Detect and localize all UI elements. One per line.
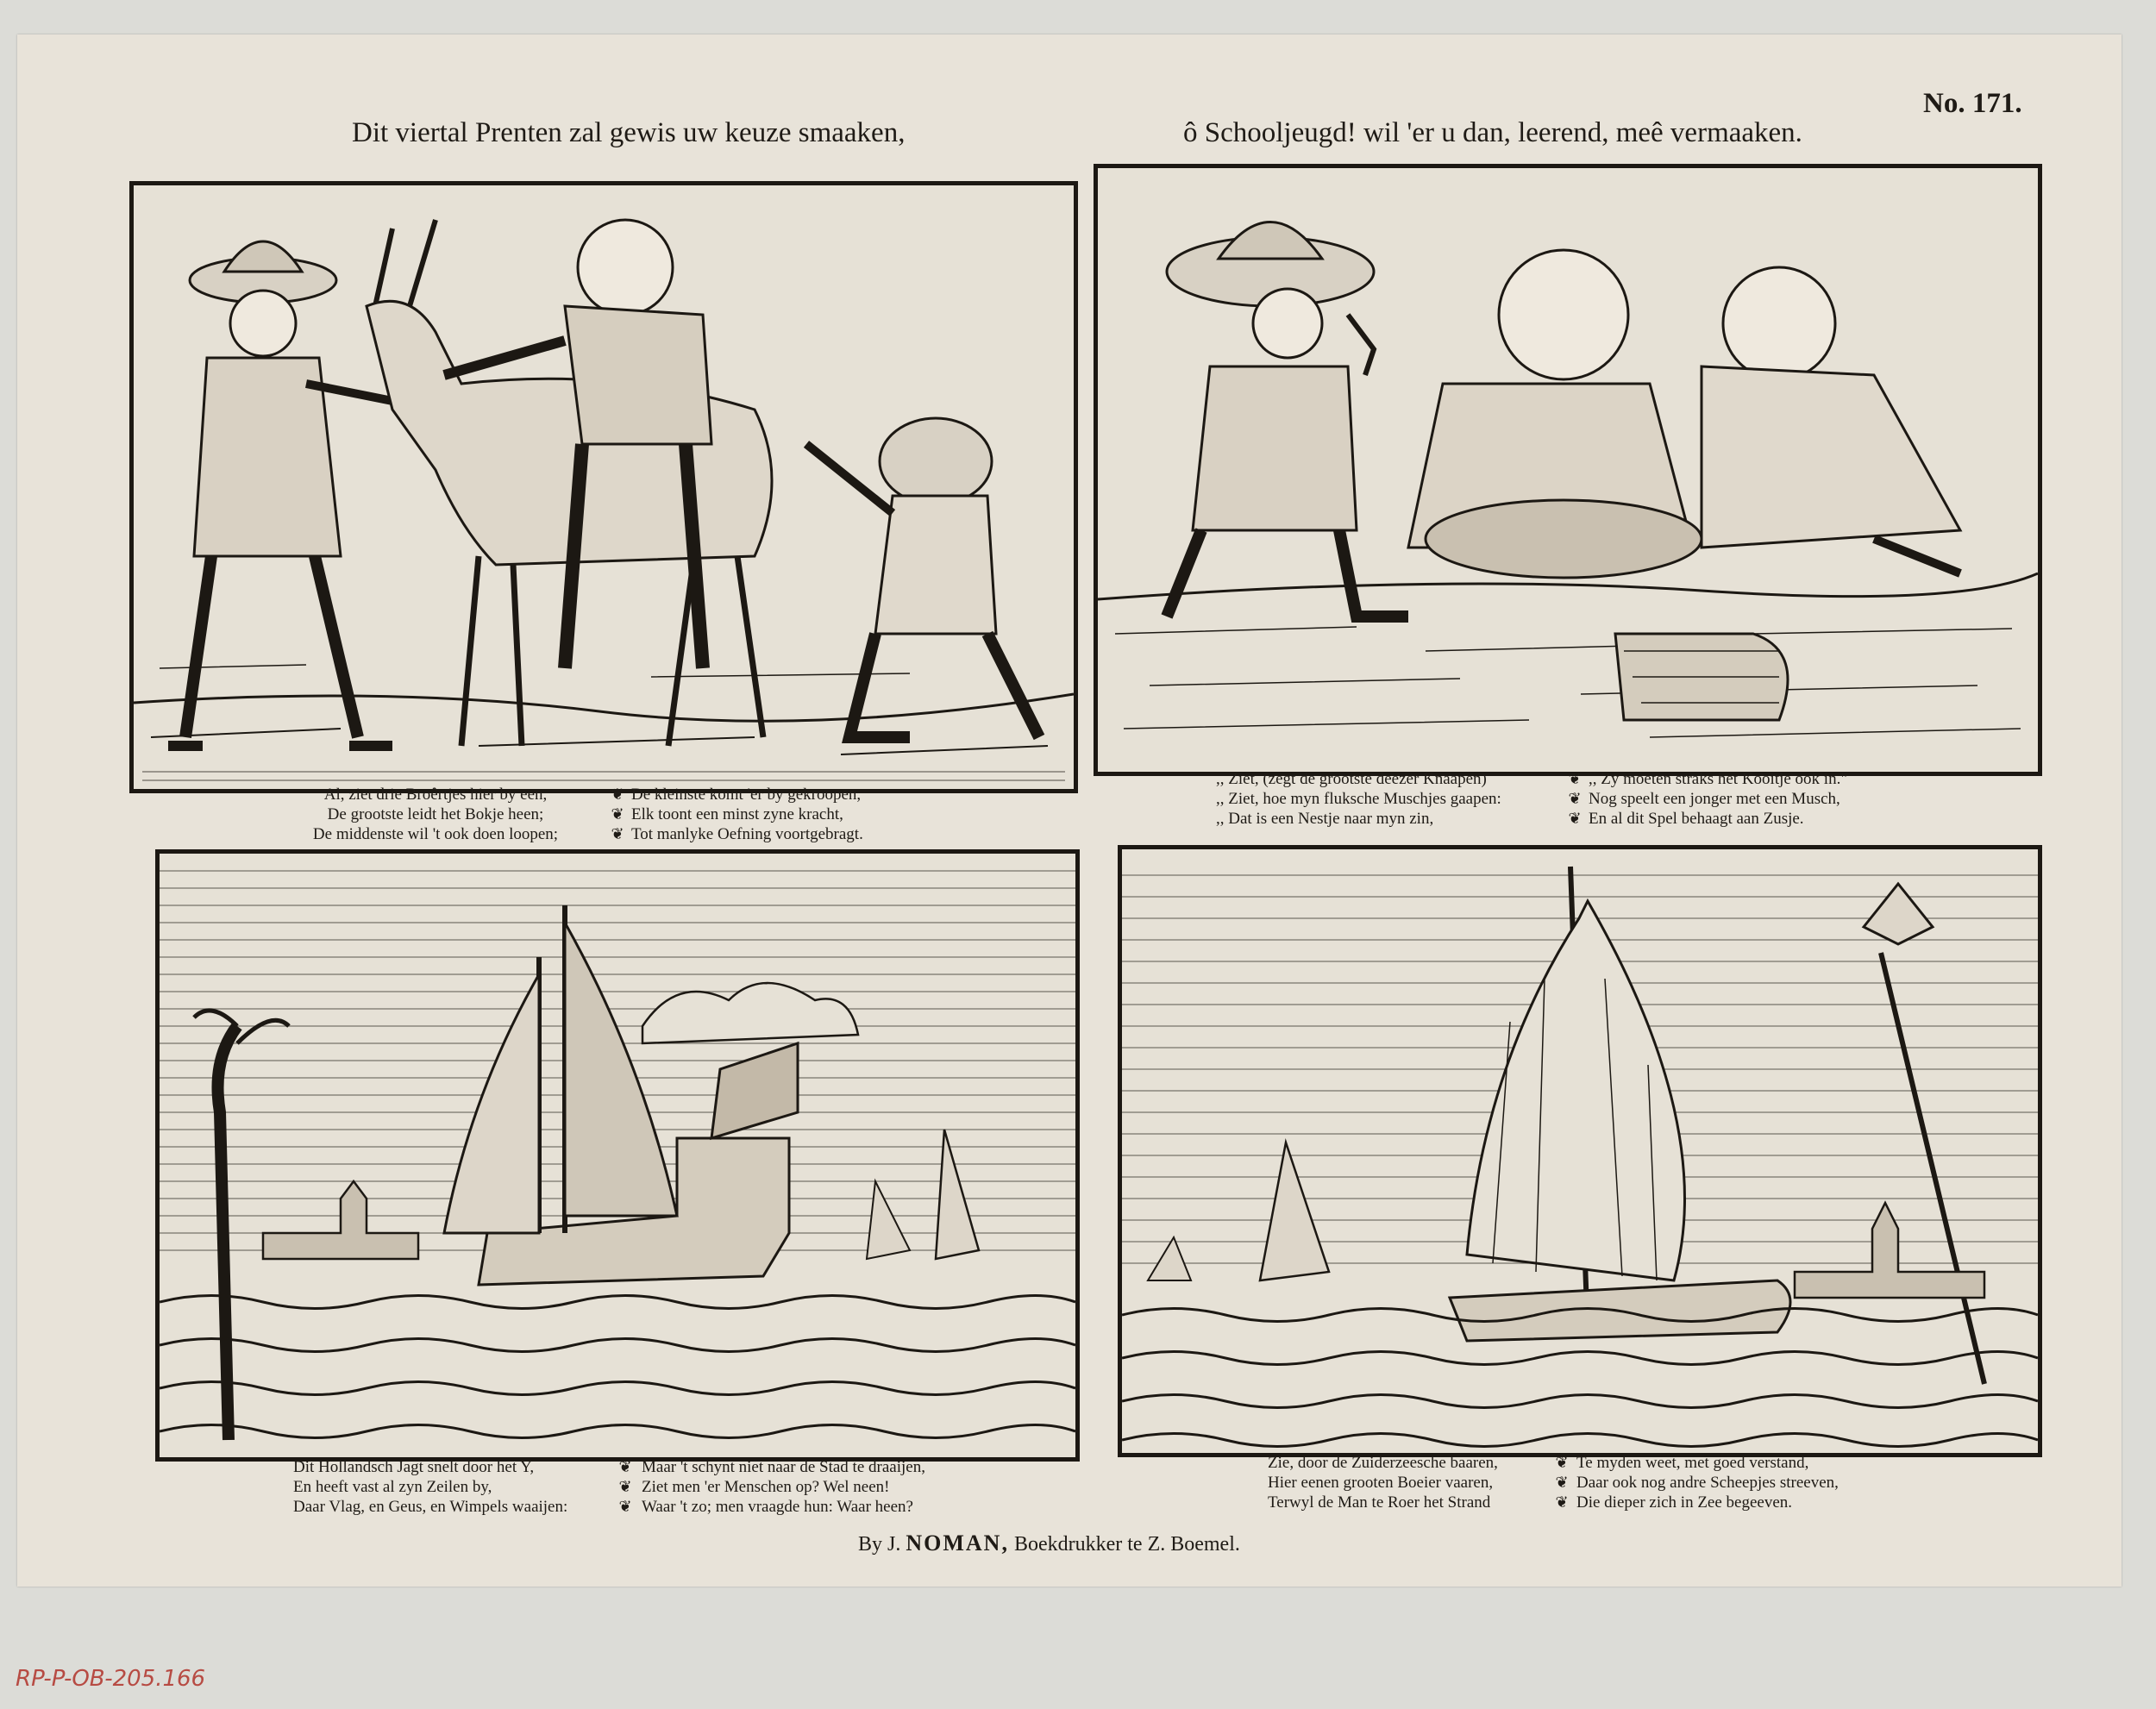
- verse-birds-right: [1589, 769, 1934, 829]
- boeier-scene-image: [1122, 849, 2038, 1453]
- ornament-column: [1565, 769, 1584, 829]
- fleuron-icon: ❦: [618, 1478, 632, 1496]
- verse-line: De middenste wil 't ook doen loopen;: [312, 825, 559, 843]
- header-verse-right: ô Schooljeugd! wil 'er u dan, leerend, meê vermaaken.: [1183, 117, 1802, 148]
- verse-line: Daar ook nog andre Scheepjes streeven,: [1576, 1474, 1839, 1492]
- birds-scene-image: [1098, 168, 2038, 772]
- verse-line: Dit Hollandsch Jagt snelt door het Y,: [293, 1458, 535, 1476]
- fleuron-icon: ❦: [1555, 1454, 1569, 1472]
- fleuron-icon: ❦: [611, 786, 624, 804]
- imprint-prefix: By J.: [858, 1533, 901, 1556]
- fleuron-icon: ❦: [611, 805, 624, 823]
- print-number: No. 171.: [1923, 88, 2022, 119]
- verse-boeier-left: [1268, 1453, 1544, 1512]
- verse-line: En heeft vast al zyn Zeilen by,: [293, 1478, 492, 1496]
- verse-goat-right: [631, 785, 968, 844]
- verse-line: ,, Zy moeten straks het Kooitje ook in.": [1589, 770, 1848, 788]
- verse-line: ,, Dat is een Nestje naar myn zin,: [1216, 810, 1434, 828]
- fleuron-icon: ❦: [611, 825, 624, 843]
- verse-line: Elk toont een minst zyne kracht,: [631, 805, 843, 823]
- verse-line: ,, Ziet, (zegt de grootste deezer Knaapen): [1216, 770, 1487, 788]
- fleuron-icon: ❦: [618, 1458, 632, 1476]
- verse-jacht-right: [642, 1457, 1012, 1517]
- verse-line: Maar 't schynt niet naar de Stad te draaijen,: [642, 1458, 925, 1476]
- verse-line: Daar Vlag, en Geus, en Wimpels waaijen:: [293, 1498, 568, 1516]
- fleuron-icon: ❦: [1555, 1474, 1569, 1492]
- panel-boeier-illustration: [1118, 845, 2042, 1457]
- fleuron-icon: ❦: [618, 1498, 632, 1516]
- fleuron-icon: ❦: [1555, 1493, 1569, 1512]
- verse-jacht-left: [293, 1457, 612, 1517]
- verse-line: Zie, door de Zuiderzeesche baaren,: [1268, 1454, 1498, 1472]
- paper-sheet: [17, 34, 2122, 1587]
- verse-boeier-right: [1576, 1453, 1887, 1512]
- verse-line: Hier eenen grooten Boeier vaaren,: [1268, 1474, 1494, 1492]
- panel-goat-illustration: [129, 181, 1078, 793]
- fleuron-icon: ❦: [1568, 770, 1582, 788]
- verse-line: Waar 't zo; men vraagde hun: Waar heen?: [642, 1498, 913, 1516]
- ornament-column: [608, 785, 627, 844]
- verse-goat-left: [267, 785, 604, 844]
- verse-line: Die dieper zich in Zee begeeven.: [1576, 1493, 1793, 1512]
- verse-line: Nog speelt een jonger met een Musch,: [1589, 790, 1840, 808]
- jacht-scene-image: [160, 854, 1075, 1457]
- verse-line: Terwyl de Man te Roer het Strand: [1268, 1493, 1491, 1512]
- verse-line: En al dit Spel behaagt aan Zusje.: [1589, 810, 1804, 828]
- goat-scene-image: [134, 185, 1074, 789]
- panel-jacht-illustration: [155, 849, 1080, 1462]
- ornament-column: [1552, 1453, 1571, 1512]
- ornament-column: [616, 1457, 635, 1517]
- fleuron-icon: ❦: [1568, 790, 1582, 808]
- verse-line: De kleinste komt 'er by gekroopen,: [631, 786, 862, 804]
- verse-birds-left: [1216, 769, 1561, 829]
- panel-birds-illustration: [1094, 164, 2042, 776]
- printer-name: NOMAN,: [906, 1531, 1009, 1556]
- verse-line: Al, ziet drie Broêrtjes hier by een,: [323, 786, 548, 804]
- verse-line: Te myden weet, met goed verstand,: [1576, 1454, 1809, 1472]
- catalog-number-stamp: RP-P-OB-205.166: [16, 1666, 206, 1692]
- verse-line: ,, Ziet, hoe myn fluksche Muschjes gaapen:: [1216, 790, 1501, 808]
- imprint-place: Boekdrukker te Z. Boemel.: [1013, 1533, 1240, 1556]
- verse-line: Tot manlyke Oefning voortgebragt.: [631, 825, 863, 843]
- printer-imprint: [858, 1531, 1240, 1556]
- verse-line: Ziet men 'er Menschen op? Wel neen!: [642, 1478, 890, 1496]
- verse-line: De grootste leidt het Bokje heen;: [327, 805, 544, 823]
- fleuron-icon: ❦: [1568, 810, 1582, 828]
- header-verse-left: Dit viertal Prenten zal gewis uw keuze smaaken,: [352, 117, 906, 148]
